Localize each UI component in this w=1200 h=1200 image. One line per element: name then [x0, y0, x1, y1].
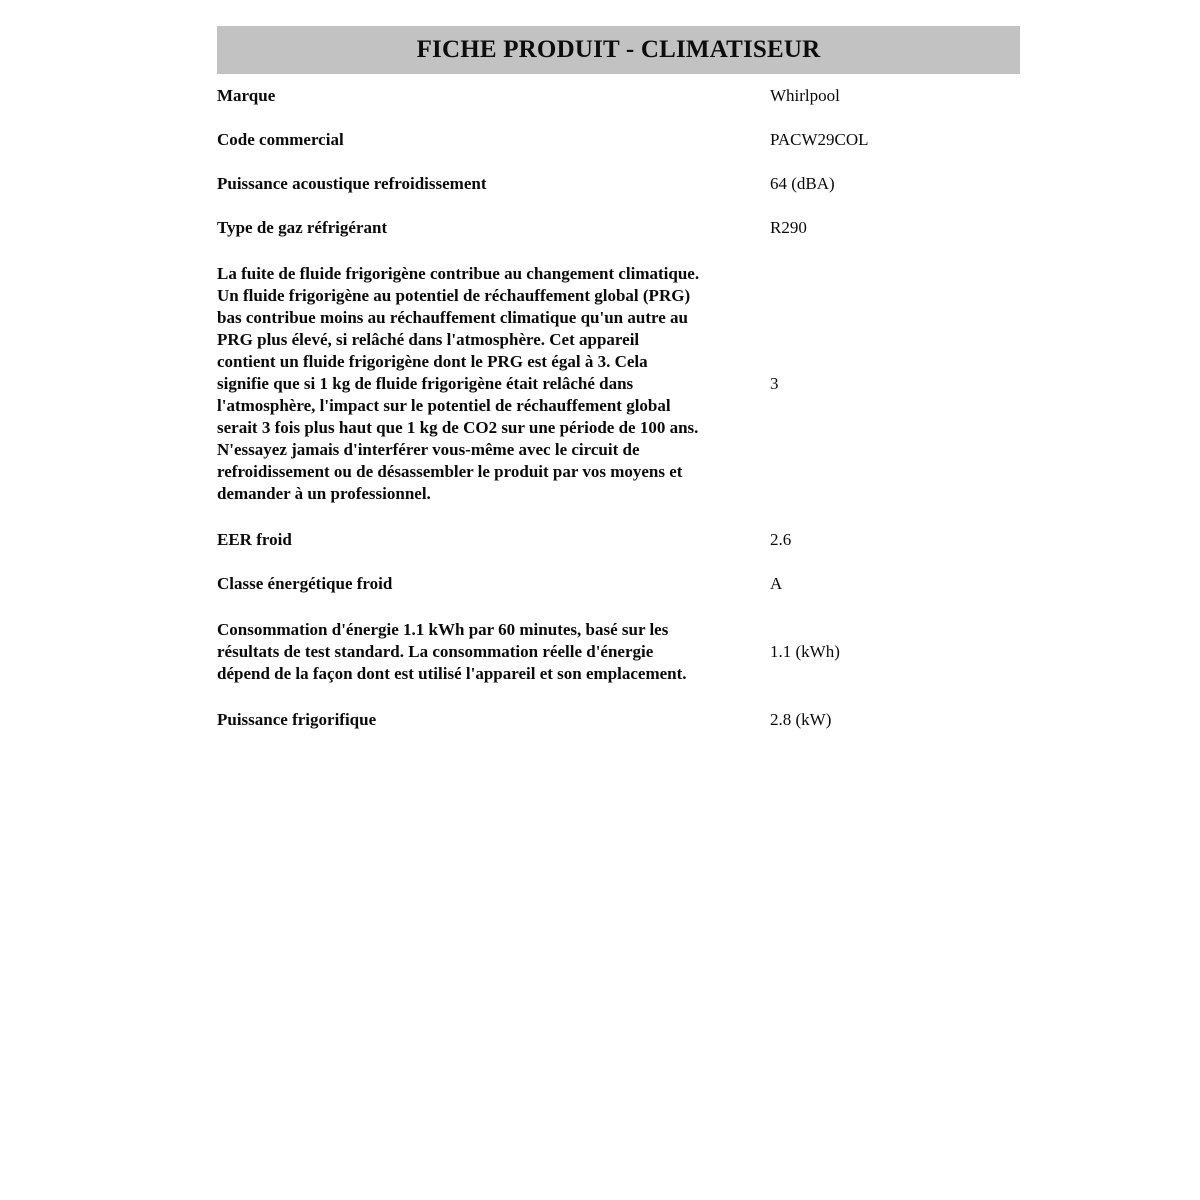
- spec-label-code-commercial: Code commercial: [217, 130, 344, 149]
- paragraph-line: l'atmosphère, l'impact sur le potentiel de réchauffement global: [217, 396, 671, 415]
- paragraph-line: refroidissement ou de désassembler le produit par vos moyens et: [217, 462, 683, 481]
- paragraph-consommation-energie: [217, 619, 742, 685]
- table-row: [217, 698, 1020, 742]
- spec-label-puissance-acoustique: Puissance acoustique refroidissement: [217, 174, 487, 193]
- spec-value-consommation-energie: 1.1 (kWh): [770, 642, 840, 661]
- spec-value-type-gaz-refrigerant: R290: [770, 218, 807, 237]
- table-row: [217, 74, 1020, 118]
- table-row: [217, 162, 1020, 206]
- spec-label-eer-froid: EER froid: [217, 530, 292, 549]
- table-row: [217, 250, 1020, 518]
- spec-value-prg: 3: [770, 374, 779, 393]
- spec-label-type-gaz-refrigerant: Type de gaz réfrigérant: [217, 218, 388, 237]
- paragraph-line: N'essayez jamais d'interférer vous-même avec le circuit de: [217, 440, 640, 459]
- paragraph-line: résultats de test standard. La consommation réelle d'énergie: [217, 642, 654, 661]
- paragraph-line: serait 3 fois plus haut que 1 kg de CO2 sur une période de 100 ans.: [217, 418, 699, 437]
- spec-label-classe-energetique-froid: Classe énergétique froid: [217, 574, 393, 593]
- paragraph-fuite-fluide-frigorigene: [217, 263, 742, 505]
- specifications-table-body: [217, 74, 1020, 742]
- product-sheet: [217, 26, 1020, 742]
- table-row: [217, 206, 1020, 250]
- paragraph-line: Consommation d'énergie 1.1 kWh par 60 minutes, basé sur les: [217, 620, 669, 639]
- paragraph-line: demander à un professionnel.: [217, 484, 431, 503]
- table-row: [217, 518, 1020, 562]
- spec-value-code-commercial: PACW29COL: [770, 130, 869, 149]
- table-row: [217, 562, 1020, 606]
- paragraph-line: PRG plus élevé, si relâché dans l'atmosphère. Cet appareil: [217, 330, 640, 349]
- table-row: [217, 606, 1020, 698]
- spec-label-fuite-fluide-frigorigene: [217, 250, 770, 518]
- paragraph-line: signifie que si 1 kg de fluide frigorigène était relâché dans: [217, 374, 634, 393]
- paragraph-line: Un fluide frigorigène au potentiel de réchauffement global (PRG): [217, 286, 691, 305]
- spec-label-consommation-energie: [217, 606, 770, 698]
- specifications-table: [217, 74, 1020, 742]
- spec-value-puissance-frigorifique: 2.8 (kW): [770, 710, 832, 729]
- document-header-bar: [217, 26, 1020, 74]
- spec-value-marque: Whirlpool: [770, 86, 840, 105]
- spec-label-marque: Marque: [217, 86, 276, 105]
- spec-value-classe-energetique-froid: A: [770, 574, 783, 593]
- spec-value-eer-froid: 2.6: [770, 530, 792, 549]
- spec-value-puissance-acoustique: 64 (dBA): [770, 174, 835, 193]
- page-title: FICHE PRODUIT - CLIMATISEUR: [416, 36, 821, 63]
- paragraph-line: dépend de la façon dont est utilisé l'appareil et son emplacement.: [217, 664, 687, 683]
- paragraph-line: contient un fluide frigorigène dont le PRG est égal à 3. Cela: [217, 352, 648, 371]
- paragraph-line: bas contribue moins au réchauffement climatique qu'un autre au: [217, 308, 688, 327]
- paragraph-line: La fuite de fluide frigorigène contribue au changement climatique.: [217, 264, 700, 283]
- table-row: [217, 118, 1020, 162]
- spec-label-puissance-frigorifique: Puissance frigorifique: [217, 710, 377, 729]
